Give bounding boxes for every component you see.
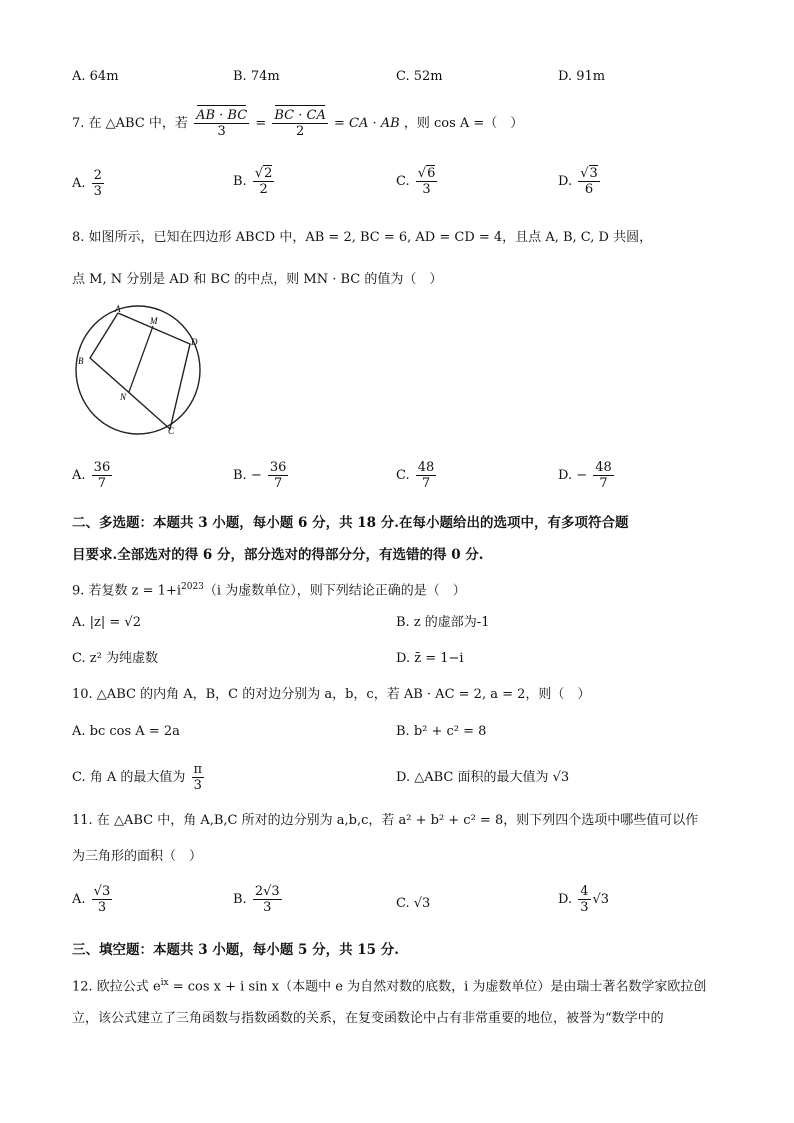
q6-option-d: D. 91m bbox=[558, 69, 606, 84]
q6-option-b: B. 74m bbox=[233, 69, 280, 84]
q11-option-a: A. $\frac{√3}{3}$ bbox=[72, 884, 111, 915]
q8-cyclic-quadrilateral-figure bbox=[74, 302, 206, 438]
q12-stem-line2: 立，该公式建立了三角函数与指数函数的关系，在复变函数论中占有非常重要的地位，被誉为“数学中的 bbox=[72, 1011, 664, 1026]
q9-option-d: D. z̄ = 1−i bbox=[396, 651, 464, 666]
q7-option-a: A. $\frac{2}{3}$ bbox=[72, 168, 102, 199]
q11-stem-line1: 11. 在 △ABC 中，角 A,B,C 所对的边分别为 a,b,c，若 a² + b² + c² = 8，则下列四个选项中哪些值可以作 bbox=[72, 813, 699, 828]
q11-option-d: D. $\frac{4}{3}$ √3 bbox=[558, 884, 610, 915]
q10-option-b: B. b² + c² = 8 bbox=[396, 724, 487, 739]
q10-option-d: D. △ABC 面积的最大值为 √3 bbox=[396, 770, 570, 785]
q9-option-b: B. z 的虚部为-1 bbox=[396, 615, 490, 630]
q8-stem-line1: 8. 如图所示，已知在四边形 ABCD 中，AB = 2, BC = 6, AD = CD = 4，且点 A, B, C, D 共圆， bbox=[72, 230, 653, 245]
q7-eq1: = bbox=[255, 116, 267, 131]
q7-option-c: C. $\frac{√6}{3}$ bbox=[396, 166, 436, 197]
q7-stem bbox=[72, 108, 523, 139]
q7-fraction-2: $\frac{BC \cdot CA}{2}$ bbox=[274, 108, 326, 139]
label-c: C bbox=[168, 426, 175, 436]
q6-option-a: A. 64m bbox=[72, 69, 119, 84]
q9-option-c: C. z² 为纯虚数 bbox=[72, 651, 158, 666]
q11-option-c: C. √3 bbox=[396, 896, 431, 911]
section-2-header-line2: 目要求.全部选对的得 6 分，部分选对的得部分分，有选错的得 0 分. bbox=[72, 547, 484, 563]
q11-stem-line2: 为三角形的面积（ ） bbox=[72, 849, 203, 864]
quadrilateral bbox=[90, 313, 190, 429]
q7-prefix: 7. 在 △ABC 中，若 bbox=[72, 116, 188, 131]
section-2-header-line1: 二、多选题：本题共 3 小题，每小题 6 分，共 18 分.在每小题给出的选项中，有多项符合题 bbox=[72, 515, 629, 531]
q11-option-b: B. $\frac{2√3}{3}$ bbox=[233, 884, 280, 915]
label-n: N bbox=[120, 392, 127, 402]
q8-option-a: A. $\frac{36}{7}$ bbox=[72, 460, 111, 491]
segment-mn bbox=[129, 326, 153, 392]
q10-option-a: A. bc cos A = 2a bbox=[72, 724, 180, 739]
q7-eq2: = CA · AB bbox=[333, 116, 400, 131]
q9-option-a: A. |z| = √2 bbox=[72, 615, 141, 630]
label-d: D bbox=[191, 337, 198, 347]
label-b: B bbox=[78, 356, 84, 366]
q12-stem-line1: 12. 欧拉公式 $e^{ix} = \cos x + i$ sin x（本题中 e 为自然对数的底数，i 为虚数单位）是由瑞士著名数学家欧拉创 bbox=[72, 978, 707, 995]
q8-option-d: D. − $\frac{48}{7}$ bbox=[558, 460, 612, 491]
q8-stem-line2: 点 M, N 分别是 AD 和 BC 的中点，则 MN · BC 的值为（ ） bbox=[72, 272, 443, 287]
q8-option-b: B. − $\frac{36}{7}$ bbox=[233, 460, 287, 491]
q7-suffix: ，则 cos A =（ ） bbox=[403, 116, 524, 131]
circle bbox=[76, 306, 200, 434]
q7-fraction-1: $\frac{AB \cdot BC}{3}$ bbox=[196, 108, 248, 139]
label-m: M bbox=[150, 316, 158, 326]
q10-stem: 10. △ABC 的内角 A，B，C 的对边分别为 a，b，c，若 AB · AC = 2, a = 2，则（ ） bbox=[72, 687, 591, 702]
q7-option-d: D. $\frac{√3}{6}$ bbox=[558, 166, 598, 197]
q10-option-c: C. 角 A 的最大值为 $\frac{\pi}{3}$ bbox=[72, 762, 203, 793]
q8-option-c: C. $\frac{48}{7}$ bbox=[396, 460, 435, 491]
q6-option-c: C. 52m bbox=[396, 69, 443, 84]
label-a: A bbox=[115, 304, 121, 314]
section-3-header: 三、填空题：本题共 3 小题，每小题 5 分，共 15 分. bbox=[72, 942, 399, 958]
q9-stem: 9. 若复数 $z = 1+i^{2023}(i$ 为虚数单位），则下列结论正确的是（ ） bbox=[72, 582, 466, 599]
q7-option-b: B. $\frac{√2}{2}$ bbox=[233, 166, 273, 197]
